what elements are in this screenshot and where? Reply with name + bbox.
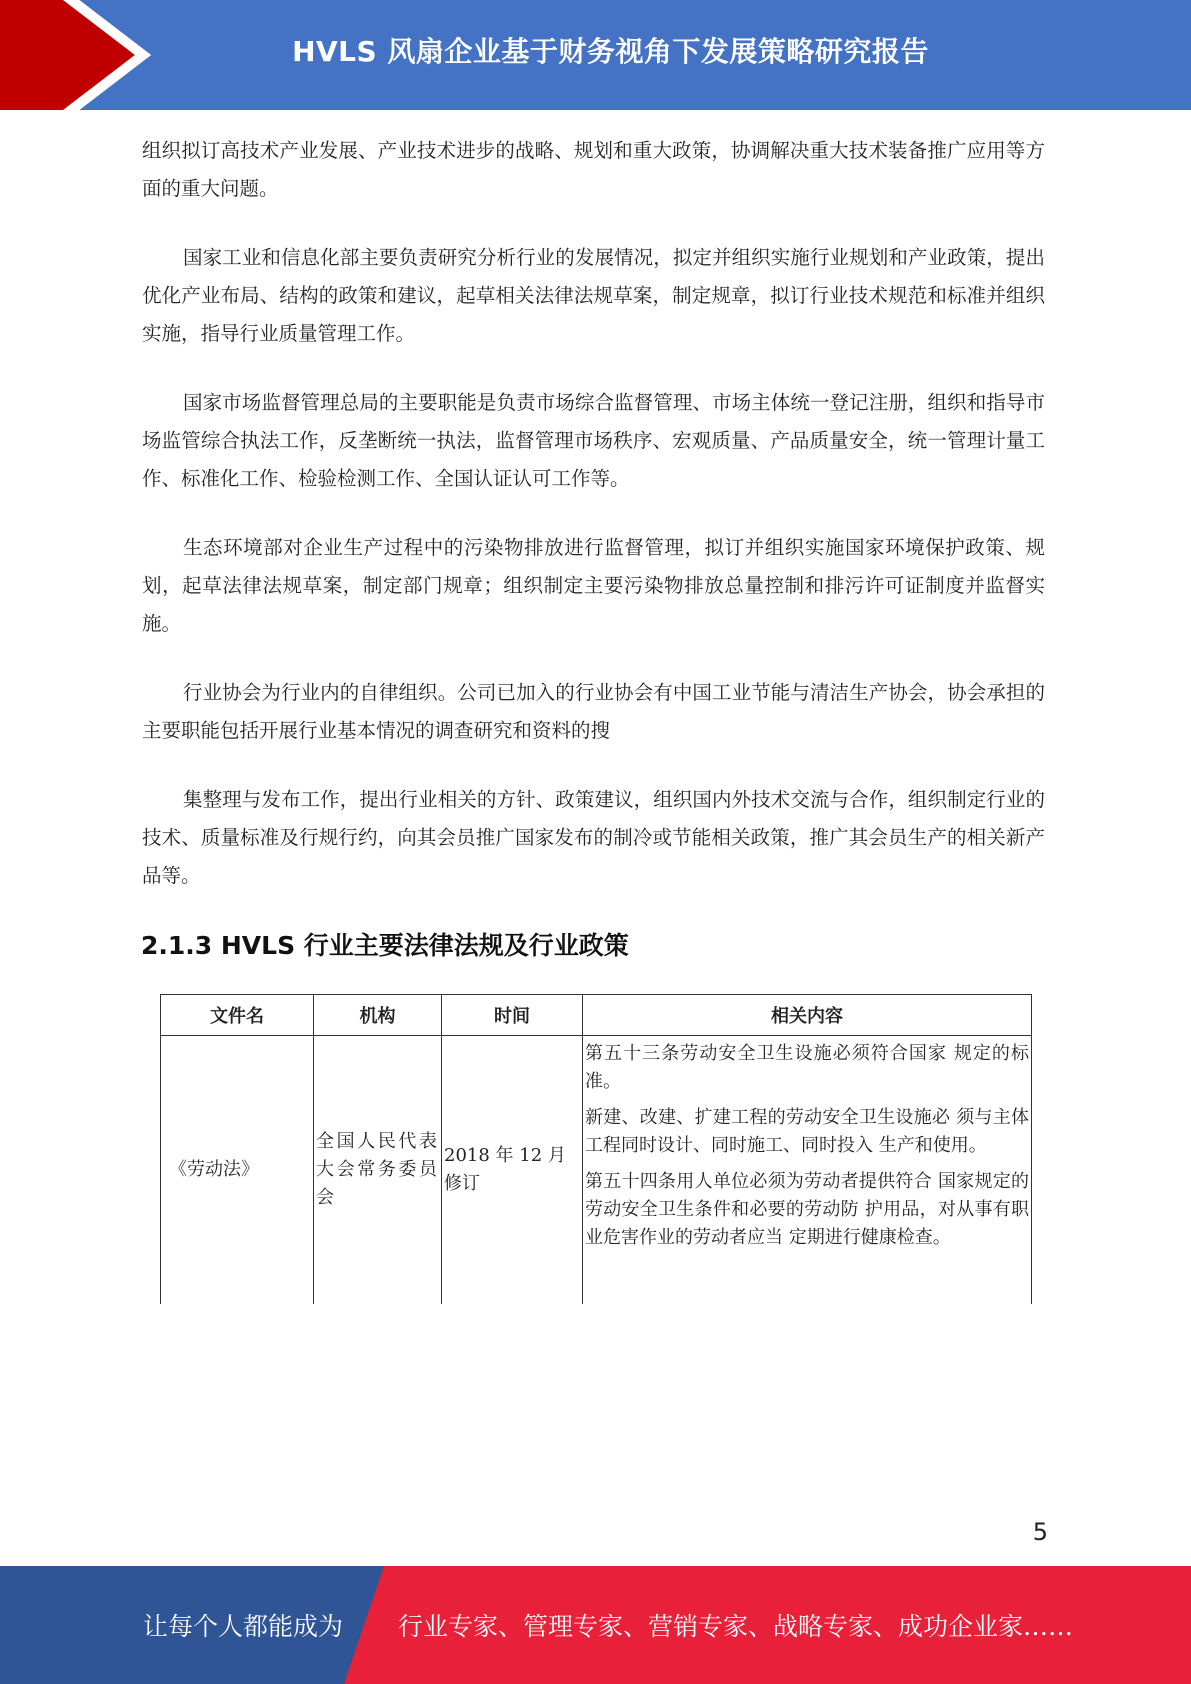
- main-content: [142, 132, 1045, 992]
- cell-time: 2018 年 12 月修订: [442, 1036, 583, 1305]
- column-header-content: 相关内容: [583, 995, 1032, 1036]
- paragraph-3: 国家市场监督管理总局的主要职能是负责市场综合监督管理、市场主体统一登记注册，组织和指导市场监管综合执法工作，反垄断统一执法，监督管理市场秩序、宏观质量、产品质量安全，统一管理计量工作、标准化工作、检验检测工作、全国认证认可工作等。: [142, 391, 1045, 490]
- section-heading: 2.1.3 HVLS 行业主要法律法规及行业政策: [141, 931, 629, 960]
- cell-organization: 全国人民代表大会常务委员会: [314, 1036, 442, 1305]
- header-title: HVLS 风扇企业基于财务视角下发展策略研究报告: [292, 35, 929, 68]
- content-item: 第五十四条用人单位必须为劳动者提供符合 国家规定的劳动安全卫生条件和必要的劳动防 护用品，对从事有职业危害作业的劳动者应当 定期进行健康检查。: [585, 1171, 1029, 1248]
- page-number: 5: [1032, 1518, 1048, 1546]
- cell-content: [583, 1036, 1032, 1305]
- paragraph-4: 生态环境部对企业生产过程中的污染物排放进行监督管理，拟订并组织实施国家环境保护政策、规划，起草法律法规草案，制定部门规章；组织制定主要污染物排放总量控制和排污许可证制度并监督实施。: [142, 536, 1045, 635]
- column-header-time: 时间: [442, 995, 583, 1036]
- paragraph-5: 行业协会为行业内的自律组织。公司已加入的行业协会有中国工业节能与清洁生产协会，协会承担的主要职能包括开展行业基本情况的调查研究和资料的搜: [142, 681, 1045, 742]
- footer-slogan-right: 行业专家、管理专家、营销专家、战略专家、成功企业家……: [398, 1612, 1074, 1641]
- table-row: [161, 1036, 1032, 1305]
- column-header-organization: 机构: [314, 995, 442, 1036]
- paragraph-2: 国家工业和信息化部主要负责研究分析行业的发展情况，拟定并组织实施行业规划和产业政策，提出优化产业布局、结构的政策和建议，起草相关法律法规草案，制定规章，拟订行业技术规范和标准并组织实施，指导行业质量管理工作。: [142, 246, 1045, 345]
- page-header: [0, 0, 1191, 110]
- column-header-file-name: 文件名: [161, 995, 314, 1036]
- laws-table: [160, 994, 1032, 1304]
- content-item: 新建、改建、扩建工程的劳动安全卫生设施必 须与主体工程同时设计、同时施工、同时投入 生产和使用。: [585, 1107, 1029, 1156]
- footer-slogan-left: 让每个人都能成为: [143, 1612, 344, 1641]
- content-item: 第五十三条劳动安全卫生设施必须符合国家 规定的标准。: [585, 1043, 1029, 1092]
- page-footer: [0, 1566, 1191, 1684]
- paragraph-6: 集整理与发布工作，提出行业相关的方针、政策建议，组织国内外技术交流与合作，组织制定行业的技术、质量标准及行规行约，向其会员推广国家发布的制冷或节能相关政策，推广其会员生产的相关新产品等。: [142, 788, 1045, 887]
- table-header-row: [161, 995, 1032, 1036]
- paragraph-1: 组织拟订高技术产业发展、产业技术进步的战略、规划和重大政策，协调解决重大技术装备推广应用等方面的重大问题。: [142, 139, 1045, 200]
- cell-file-name: 《劳动法》: [161, 1036, 314, 1305]
